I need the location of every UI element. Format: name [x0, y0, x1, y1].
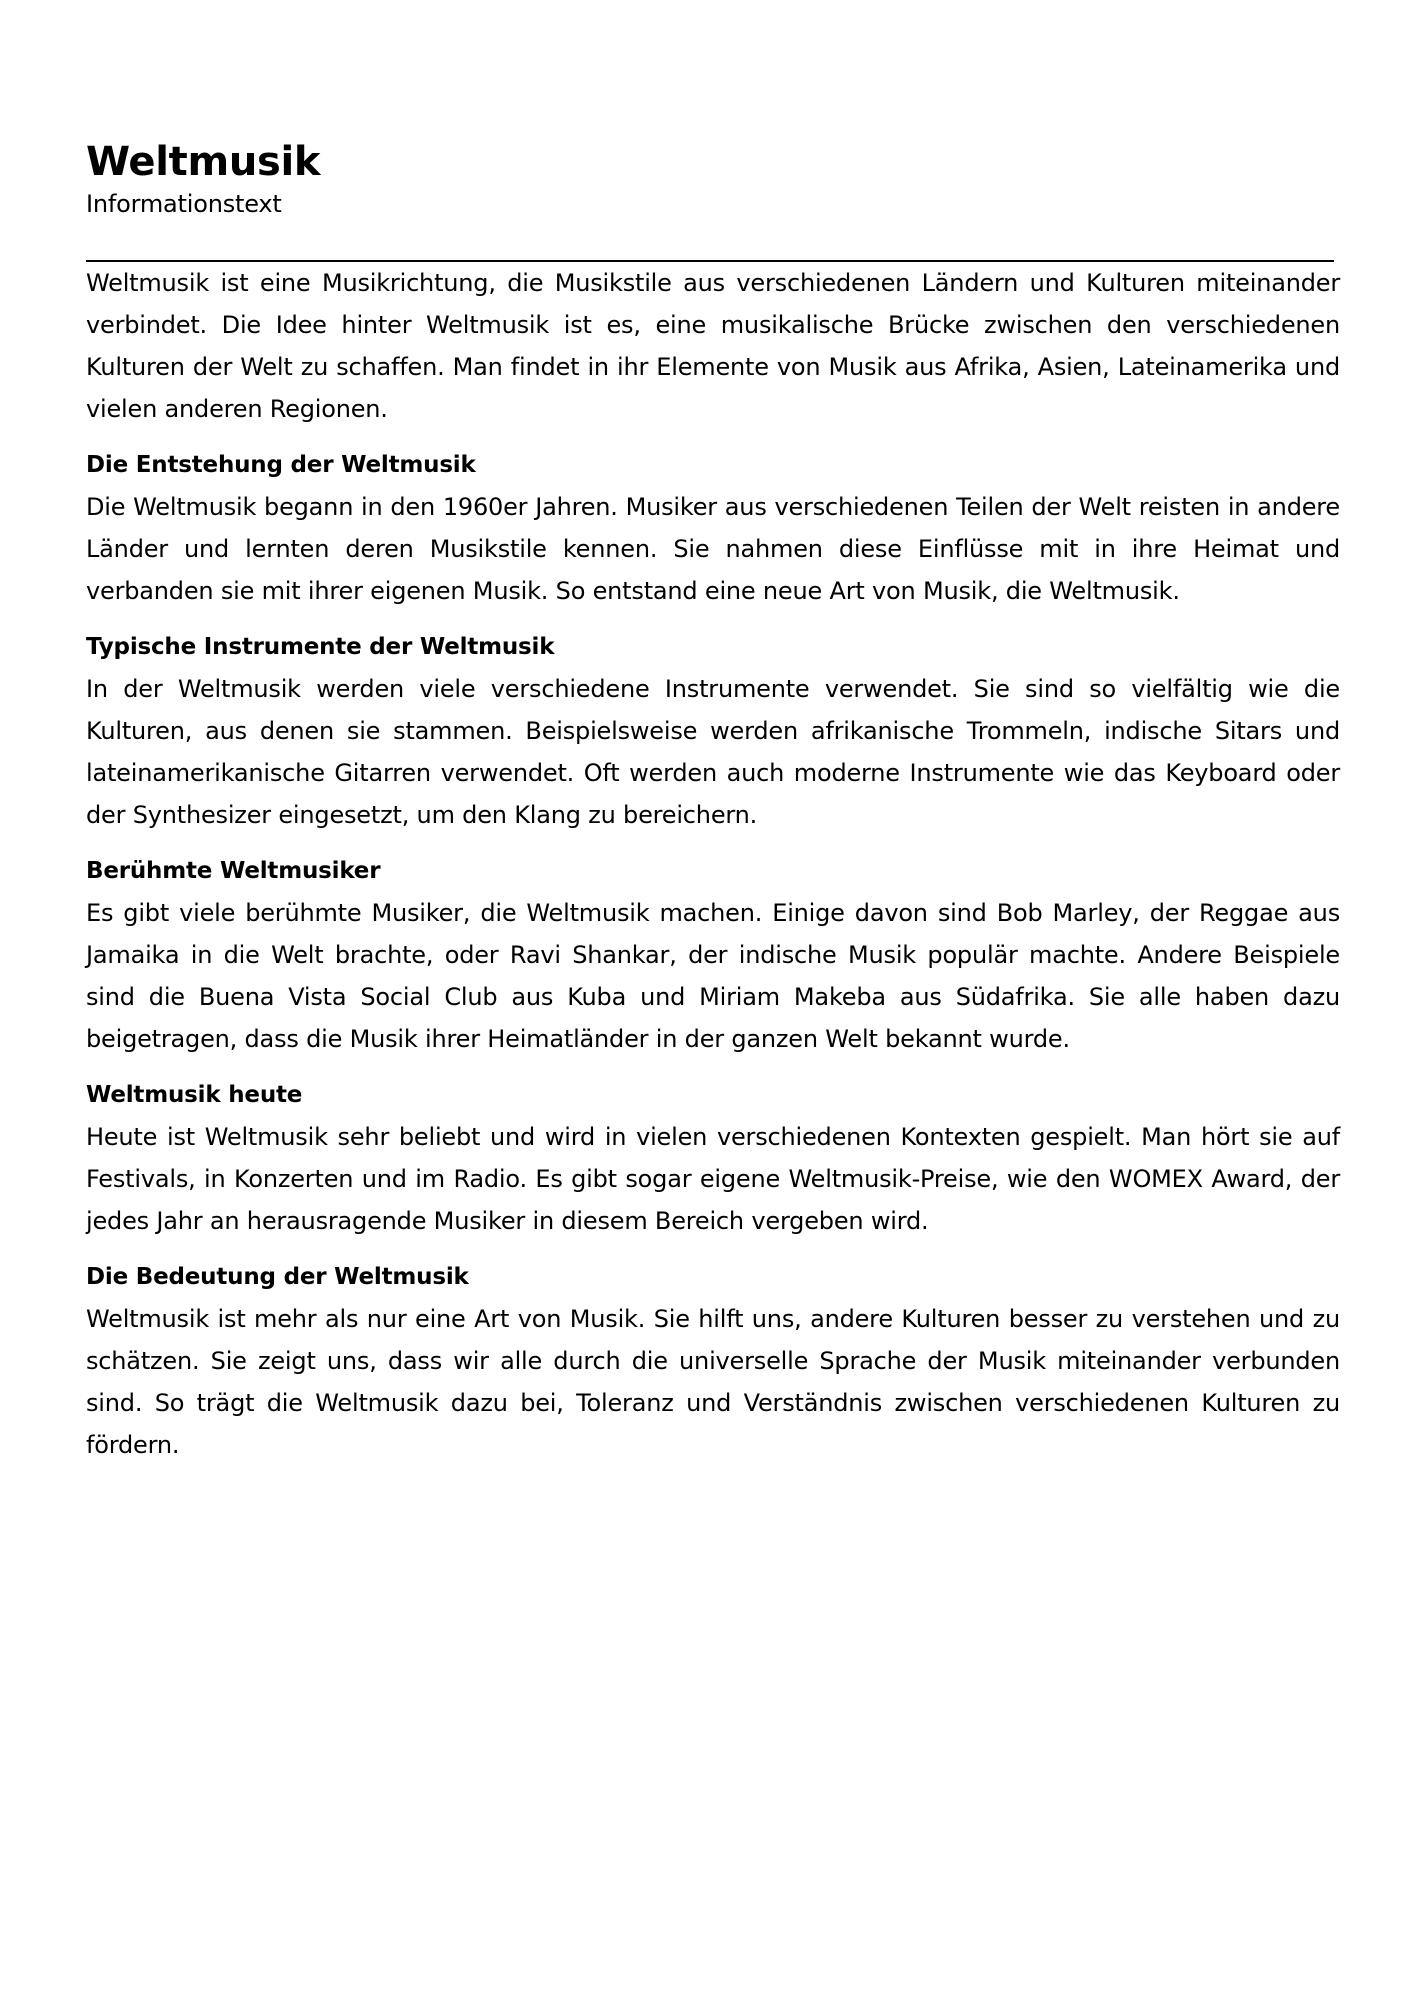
section-paragraph: Es gibt viele berühmte Musiker, die Weltmusik machen. Einige davon sind Bob Marley, der Reggae aus Jamaika in die Welt brachte, oder Ravi Shankar, der indische Musik populär machte. Andere Beispiele sind die Buena Vista Social Club aus Kuba und Miriam Makeba aus Südafrika. Sie alle haben dazu beigetragen, dass die Musik ihrer Heimatländer in der ganzen Welt bekannt wurde. — [86, 899, 1340, 1053]
section-entstehung — [86, 448, 1340, 612]
section-paragraph: Weltmusik ist mehr als nur eine Art von Musik. Sie hilft uns, andere Kulturen besser zu verstehen und zu schätzen. Sie zeigt uns, dass wir alle durch die universelle Sprache der Musik miteinander verbunden sind. So trägt die Weltmusik dazu bei, Toleranz und Verständnis zwischen verschiedenen Kulturen zu fördern. — [86, 1305, 1340, 1459]
section-heute — [86, 1078, 1340, 1242]
intro-paragraph: Weltmusik ist eine Musikrichtung, die Musikstile aus verschiedenen Ländern und Kulturen miteinander verbindet. Die Idee hinter Weltmusik ist es, eine musikalische Brücke zwischen den verschiedenen Kulturen der Welt zu schaffen. Man findet in ihr Elemente von Musik aus Afrika, Asien, Lateinamerika und vielen anderen Regionen. — [86, 269, 1340, 423]
section-heading: Die Bedeutung der Weltmusik — [86, 1264, 469, 1290]
section-paragraph: Die Weltmusik begann in den 1960er Jahren. Musiker aus verschiedenen Teilen der Welt reisten in andere Länder und lernten deren Musikstile kennen. Sie nahmen diese Einflüsse mit in ihre Heimat und verbanden sie mit ihrer eigenen Musik. So entstand eine neue Art von Musik, die Weltmusik. — [86, 493, 1340, 605]
document-subtitle: Informationstext — [86, 190, 282, 218]
section-musiker — [86, 854, 1340, 1060]
document-title: Weltmusik — [86, 139, 321, 185]
section-heading: Berühmte Weltmusiker — [86, 858, 381, 884]
section-paragraph: Heute ist Weltmusik sehr beliebt und wird in vielen verschiedenen Kontexten gespielt. Man hört sie auf Festivals, in Konzerten und im Radio. Es gibt sogar eigene Weltmusik-Preise, wie den WOMEX Award, der jedes Jahr an herausragende Musiker in diesem Bereich vergeben wird. — [86, 1123, 1340, 1235]
section-heading: Typische Instrumente der Weltmusik — [86, 634, 555, 660]
document-page — [86, 138, 1340, 1466]
section-heading: Weltmusik heute — [86, 1082, 303, 1108]
section-heading: Die Entstehung der Weltmusik — [86, 452, 476, 478]
section-instrumente — [86, 630, 1340, 836]
section-bedeutung — [86, 1260, 1340, 1466]
section-paragraph: In der Weltmusik werden viele verschiedene Instrumente verwendet. Sie sind so vielfältig wie die Kulturen, aus denen sie stammen. Beispielsweise werden afrikanische Trommeln, indische Sitars und lateinamerikanische Gitarren verwendet. Oft werden auch moderne Instrumente wie das Keyboard oder der Synthesizer eingesetzt, um den Klang zu bereichern. — [86, 675, 1340, 829]
